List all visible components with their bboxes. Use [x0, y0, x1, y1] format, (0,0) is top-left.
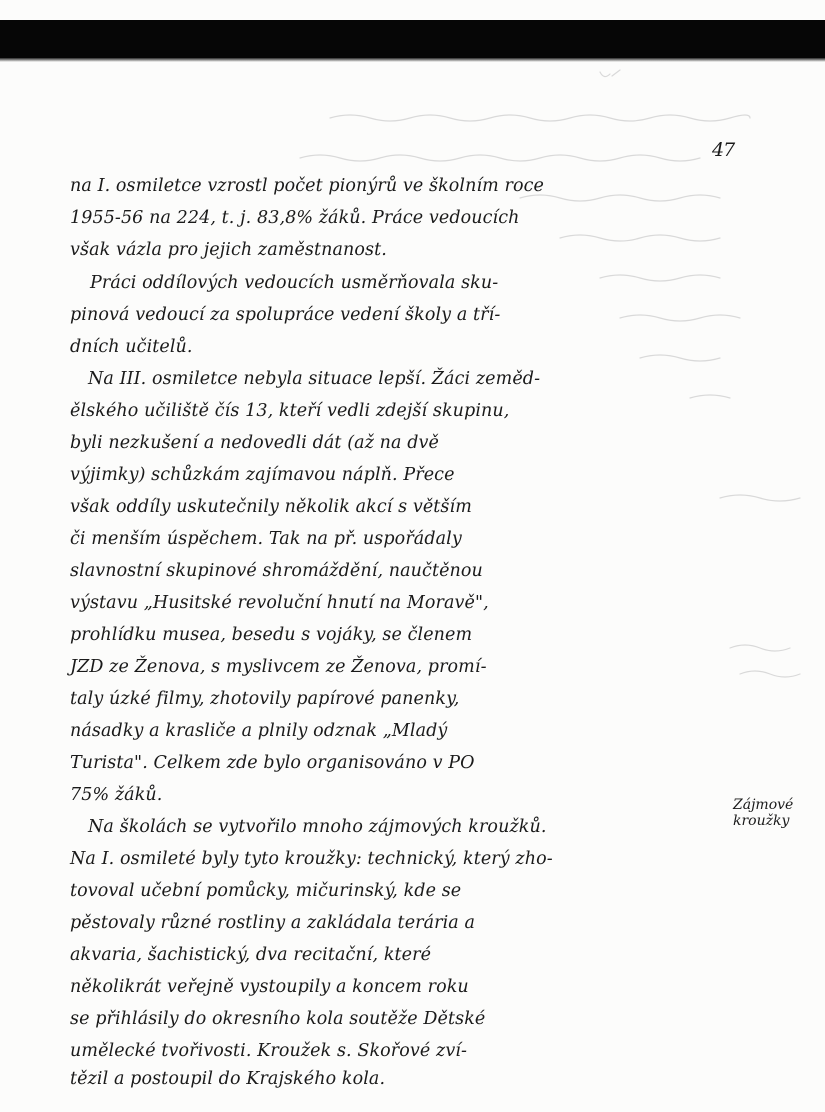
text-line: 75% žáků. [70, 785, 163, 805]
text-line: Na III. osmiletce nebyla situace lepší. Žáci zeměd- [88, 369, 541, 389]
text-line: ělského učiliště čís 13, kteří vedli zdejší skupinu, [70, 401, 510, 421]
text-line: násadky a krasliče a plnily odznak „Mladý [70, 721, 448, 741]
text-line: taly úzké filmy, zhotovily papírové panenky, [70, 689, 460, 709]
text-line: pěstovaly různé rostliny a zakládala terária a [70, 913, 476, 933]
text-line: tězil a postoupil do Krajského kola. [70, 1069, 386, 1089]
text-line: byli nezkušení a nedovedli dát (až na dvě [70, 433, 439, 453]
text-line: Na I. osmileté byly tyto kroužky: technický, který zho- [70, 849, 553, 869]
text-line: tovoval učební pomůcky, mičurinský, kde se [70, 881, 462, 901]
page-number: 47 [712, 139, 735, 161]
text-line: akvaria, šachistický, dva recitační, které [70, 945, 432, 965]
text-line: se přihlásily do okresního kola soutěže Dětské [70, 1009, 486, 1029]
text-line: slavnostní skupinové shromáždění, naučtěnou [70, 561, 483, 581]
text-line: dních učitelů. [70, 337, 193, 357]
text-line: pinová vedoucí za spolupráce vedení školy a tří- [70, 305, 501, 325]
text-line: Na školách se vytvořilo mnoho zájmových kroužků. [88, 817, 547, 837]
margin-note: kroužky [733, 813, 790, 829]
text-line: na I. osmiletce vzrostl počet pionýrů ve školním roce [70, 176, 544, 196]
text-line: však oddíly uskutečnily několik akcí s větším [70, 497, 472, 517]
text-line: 1955-56 na 224, t. j. 83,8% žáků. Práce vedoucích [70, 208, 520, 228]
text-line: umělecké tvořivosti. Kroužek s. Skořové zví- [70, 1041, 468, 1061]
text-line: Práci oddílových vedoucích usměrňovala sku- [90, 273, 499, 293]
text-line: několikrát veřejně vystoupily a koncem roku [70, 977, 469, 997]
text-line: Turista". Celkem zde bylo organisováno v PO [70, 753, 475, 773]
scan-border-top [0, 20, 825, 58]
text-line: JZD ze Ženova, s myslivcem ze Ženova, promí- [70, 657, 487, 677]
margin-note: Zájmové [733, 797, 794, 813]
scan-border-shadow [0, 58, 825, 62]
text-line: či menším úspěchem. Tak na př. uspořádaly [70, 529, 462, 549]
text-line: výjimky) schůzkám zajímavou náplň. Přece [70, 465, 455, 485]
text-line: výstavu „Husitské revoluční hnutí na Moravě", [70, 593, 489, 613]
text-line: prohlídku musea, besedu s vojáky, se členem [70, 625, 473, 645]
text-line: však vázla pro jejich zaměstnanost. [70, 240, 387, 260]
